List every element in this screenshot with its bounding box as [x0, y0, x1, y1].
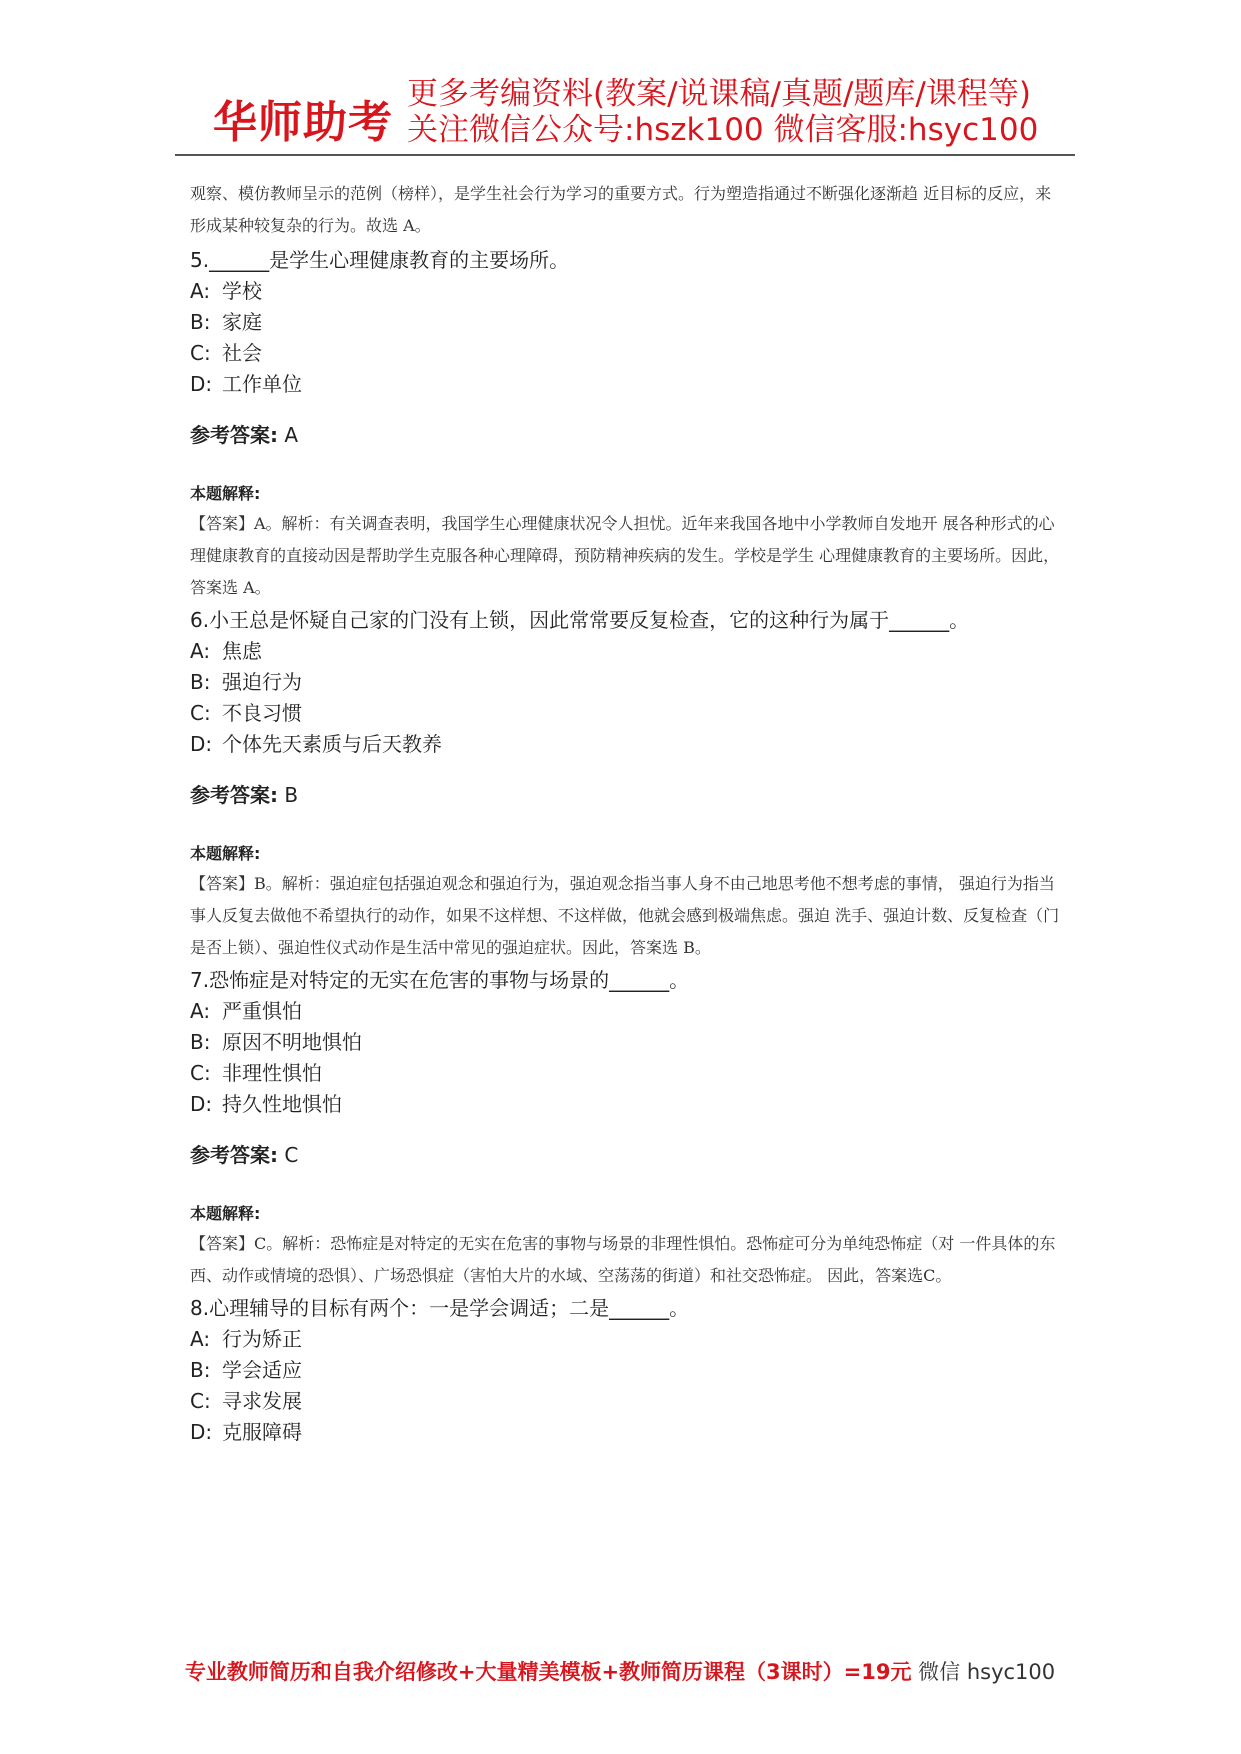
option-key: A: [190, 1327, 211, 1351]
option [190, 307, 1060, 338]
page-header [175, 72, 1075, 152]
slogan-line-2: 关注微信公众号:hszk100 微信客服:hsyc100 [407, 112, 1039, 148]
option [190, 1089, 1060, 1120]
question-stem: 5.______是学生心理健康教育的主要场所。 [190, 248, 570, 272]
explanation-title: 本题解释: [190, 1204, 261, 1223]
promo-footer [180, 1656, 1060, 1686]
option [190, 667, 1060, 698]
option-text: 学会适应 [222, 1358, 302, 1382]
option-key: B: [190, 670, 211, 694]
option-text: 原因不明地惧怕 [222, 1030, 362, 1054]
option-text: 克服障碍 [222, 1420, 302, 1444]
explanation-text: 【答案】C。解析：恐怖症是对特定的无实在危害的事物与场景的非理性惧怕。恐怖症可分为单纯恐怖症（对 一件具体的东西、动作或情境的恐惧）、广场恐惧症（害怕大片的水域、空荡荡的街道）和社交恐怖症。 因此，答案选C。 [190, 1234, 1056, 1285]
option-text: 工作单位 [222, 372, 302, 396]
slogan-line-1: 更多考编资料(教案/说课稿/真题/题库/课程等) [407, 76, 1031, 112]
option [190, 1027, 1060, 1058]
question-stem: 8.心理辅导的目标有两个：一是学会调适；二是______。 [190, 1296, 690, 1320]
option [190, 338, 1060, 369]
option-key: A: [190, 999, 211, 1023]
answer-value: A [284, 423, 299, 447]
option-key: D: [190, 732, 213, 756]
intro-explanation: 观察、模仿教师呈示的范例（榜样），是学生社会行为学习的重要方式。行为塑造指通过不断强化逐渐趋 近目标的反应，来形成某种较复杂的行为。故选 A。 [190, 184, 1052, 235]
option [190, 1324, 1060, 1355]
option-key: B: [190, 310, 211, 334]
option-text: 强迫行为 [222, 670, 302, 694]
document-body [190, 178, 1060, 1448]
option-text: 严重惧怕 [222, 999, 302, 1023]
option-key: D: [190, 1420, 213, 1444]
option-key: D: [190, 372, 213, 396]
option-text: 非理性惧怕 [222, 1061, 322, 1085]
option [190, 729, 1060, 760]
option-text: 个体先天素质与后天教养 [222, 732, 442, 756]
option-key: A: [190, 279, 211, 303]
option [190, 369, 1060, 400]
question-stem: 6.小王总是怀疑自己家的门没有上锁，因此常常要反复检查，它的这种行为属于______。 [190, 608, 970, 632]
option-text: 焦虑 [222, 639, 262, 663]
reference-answer [190, 780, 1060, 810]
explanation-title: 本题解释: [190, 844, 261, 863]
answer-label: 参考答案: [190, 783, 278, 807]
contact-text: 微信 hsyc100 [918, 1660, 1056, 1684]
explanation-title: 本题解释: [190, 484, 261, 503]
option-text: 家庭 [222, 310, 262, 334]
explanation-text: 【答案】B。解析：强迫症包括强迫观念和强迫行为，强迫观念指当事人身不由己地思考他不想考虑的事情， 强迫行为指当事人反复去做他不希望执行的动作，如果不这样想、不这样做，他就会感到极端焦虑。强迫 洗手、强迫计数、反复检查（门是否上锁）、强迫性仪式动作是生活中常见的强迫症状。因此，答案选 B。 [190, 874, 1060, 957]
option-text: 行为矫正 [222, 1327, 302, 1351]
answer-value: C [284, 1143, 299, 1167]
promo-text: 专业教师简历和自我介绍修改+大量精美模板+教师简历课程（3课时）=19元 [184, 1660, 912, 1684]
reference-answer [190, 1140, 1060, 1170]
question-stem: 7.恐怖症是对特定的无实在危害的事物与场景的______。 [190, 968, 690, 992]
option [190, 996, 1060, 1027]
explanation-text: 【答案】A。解析：有关调查表明，我国学生心理健康状况令人担忧。近年来我国各地中小学教师自发地开 展各种形式的心理健康教育的直接动因是帮助学生克服各种心理障碍，预防精神疾病的发生。学校是学生 心理健康教育的主要场所。因此，答案选 A。 [190, 514, 1060, 597]
option [190, 1417, 1060, 1448]
brand-logo: 华师助考 [213, 97, 393, 148]
option-key: C: [190, 1389, 211, 1413]
option [190, 276, 1060, 307]
option-key: C: [190, 341, 211, 365]
reference-answer [190, 420, 1060, 450]
option-key: B: [190, 1358, 211, 1382]
option-text: 学校 [222, 279, 262, 303]
answer-value: B [284, 783, 299, 807]
answer-label: 参考答案: [190, 1143, 278, 1167]
option-text: 寻求发展 [222, 1389, 302, 1413]
option-key: D: [190, 1092, 213, 1116]
header-slogan [407, 76, 1038, 148]
option-key: C: [190, 1061, 211, 1085]
option-key: C: [190, 701, 211, 725]
option-key: B: [190, 1030, 211, 1054]
option-text: 持久性地惧怕 [222, 1092, 342, 1116]
option [190, 636, 1060, 667]
option-key: A: [190, 639, 211, 663]
option [190, 698, 1060, 729]
option [190, 1058, 1060, 1089]
option [190, 1355, 1060, 1386]
header-divider [175, 154, 1075, 156]
answer-label: 参考答案: [190, 423, 278, 447]
option [190, 1386, 1060, 1417]
option-text: 社会 [222, 341, 262, 365]
option-text: 不良习惯 [222, 701, 302, 725]
